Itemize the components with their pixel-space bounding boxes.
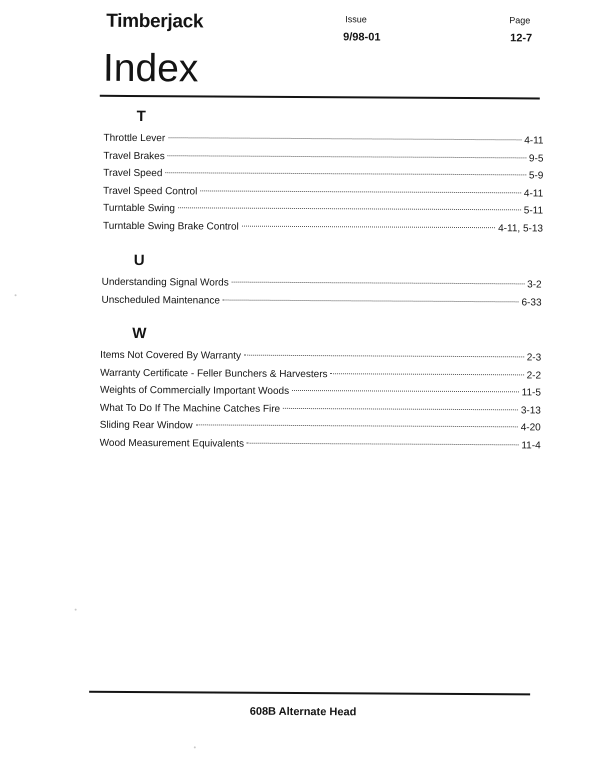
dot-leader: [247, 442, 518, 445]
entry-page: 4-11: [524, 135, 544, 147]
section-u-entries: [101, 277, 541, 315]
entry-name: Wood Measurement Equivalents: [99, 437, 245, 450]
entry-name: Travel Speed: [103, 167, 163, 180]
dot-leader: [232, 282, 524, 285]
dot-leader: [168, 155, 526, 158]
index-entry: [100, 437, 541, 457]
entry-page: 4-20: [520, 422, 541, 434]
scan-speck: [194, 746, 196, 748]
entry-name: Travel Speed Control: [103, 185, 198, 197]
entry-name: What To Do If The Machine Catches Fire: [99, 402, 281, 415]
footer-rule: [89, 691, 530, 696]
entry-page: 6-33: [521, 296, 542, 308]
page-number: 12-7: [510, 32, 533, 45]
dot-leader: [168, 137, 521, 140]
page-label: Page: [509, 15, 531, 26]
brand-name: Timberjack: [106, 10, 204, 33]
dot-leader: [242, 225, 495, 228]
entry-page: 9-5: [528, 152, 544, 164]
scan-speck: [15, 294, 17, 296]
section-letter-u: U: [133, 251, 145, 270]
dot-leader: [331, 373, 524, 375]
entry-name: Warranty Certificate - Feller Bunchers & Harvesters: [100, 367, 328, 380]
entry-name: Turntable Swing Brake Control: [102, 220, 239, 233]
header-rule: [100, 95, 540, 100]
dot-leader: [200, 190, 521, 193]
entry-page: 3-2: [527, 279, 542, 291]
entry-name: Items Not Covered By Warranty: [100, 349, 242, 362]
dot-leader: [244, 355, 524, 358]
entry-page: 3-13: [520, 404, 541, 416]
dot-leader: [196, 424, 518, 427]
entry-name: Unscheduled Maintenance: [101, 294, 220, 307]
entry-page: 5-9: [528, 170, 544, 182]
entry-name: Sliding Rear Window: [99, 419, 193, 432]
dot-leader: [283, 407, 518, 409]
entry-name: Throttle Lever: [103, 132, 166, 145]
scan-speck: [75, 609, 77, 611]
section-w-entries: [100, 350, 542, 458]
footer-title: 608B Alternate Head: [249, 705, 357, 719]
entry-name: Understanding Signal Words: [101, 276, 229, 289]
entry-page: 4-11: [523, 187, 544, 199]
entry-page: 11-5: [521, 387, 542, 399]
dot-leader: [223, 299, 519, 302]
section-t-entries: [103, 133, 544, 241]
dot-leader: [165, 172, 525, 175]
dot-leader: [178, 207, 521, 210]
issue-label: Issue: [345, 14, 367, 25]
entry-name: Weights of Commercially Important Woods: [99, 384, 290, 397]
entry-page: 5-11: [523, 205, 544, 217]
entry-name: Travel Brakes: [103, 150, 165, 162]
page-title: Index: [102, 46, 199, 91]
section-letter-w: W: [132, 324, 147, 343]
index-entry: [101, 294, 541, 314]
issue-value: 9/98-01: [343, 31, 381, 44]
index-entry: [103, 220, 543, 240]
entry-name: Turntable Swing: [103, 202, 176, 215]
dot-leader: [292, 390, 519, 392]
entry-page: 4-11, 5-13: [498, 222, 544, 234]
entry-page: 2-2: [526, 369, 542, 381]
entry-page: 2-3: [526, 352, 542, 364]
section-letter-t: T: [136, 107, 146, 126]
entry-page: 11-4: [521, 439, 541, 451]
